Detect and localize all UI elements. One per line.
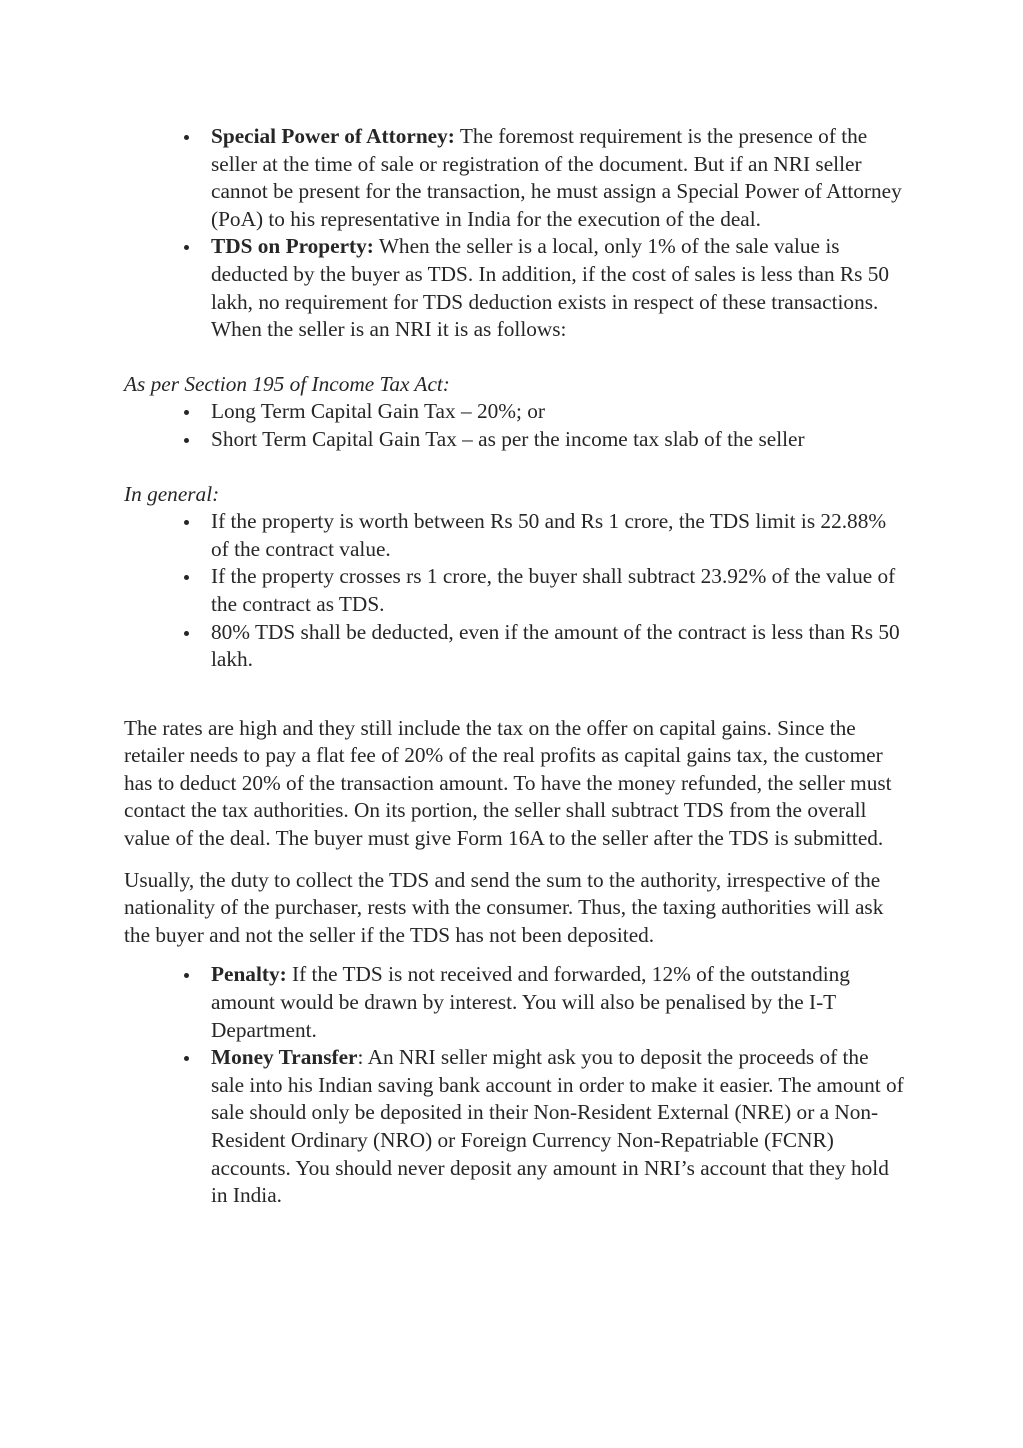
list-item [211,563,904,618]
closing-bullet-list [124,961,904,1209]
list-item [211,619,904,674]
general-heading: In general: [124,481,220,506]
section195-list [124,398,904,453]
list-item-term: Special Power of Attorney: [211,124,455,148]
list-item-text: Short Term Capital Gain Tax – as per the income tax slab of the seller [211,426,805,451]
list-item-text: If the TDS is not received and forwarded, 12% of the outstanding amount would be drawn by interest. You will also be penalised by the I-T Department. [211,962,850,1042]
list-item [211,508,904,563]
bullet-icon [184,631,189,636]
bullet-icon [184,410,189,415]
bullet-icon [184,1056,189,1061]
list-item [211,961,904,1044]
document-page [124,123,904,1210]
list-item-term: Money Transfer [211,1045,358,1070]
list-item-term: TDS on Property: [211,234,374,259]
bullet-icon [184,520,189,525]
list-item [211,123,904,233]
general-list [124,508,904,674]
list-item-text: 80% TDS shall be deducted, even if the amount of the contract is less than Rs 50 lakh. [211,619,900,672]
section195-heading: As per Section 195 of Income Tax Act: [124,371,450,396]
list-item-text: : An NRI seller might ask you to deposit the proceeds of the sale into his Indian saving bank account in order to make it easier. The amount of sale should only be deposited in their Non-Resident External (NRE) or a Non-Resident Ordinary (NRO) or Foreign Currency Non-Repatriable (FCNR) accounts. You should never deposit any amount in NRI’s account that they hold in India. [211,1045,904,1208]
intro-bullet-list [124,123,904,344]
bullet-icon [184,575,189,580]
list-item-text: When the seller is a local, only 1% of the sale value is deducted by the buyer as TDS. In addition, if the cost of sales is less than Rs 50 lakh, no requirement for TDS deduction exists in respect of these transactions. When the seller is an NRI it is as follows: [211,234,890,342]
paragraph-rates: The rates are high and they still include the tax on the offer on capital gains. Since the retailer needs to pay a flat fee of 20% of the real profits as capital gains tax, the customer has to deduct 20% of the transaction amount. To have the money refunded, the seller must contact the tax authorities. On its portion, the seller shall subtract TDS from the overall value of the deal. The buyer must give Form 16A to the seller after the TDS is submitted. [124,715,892,851]
list-item [211,1044,904,1210]
list-item-term: Penalty: [211,962,287,987]
bullet-icon [184,973,189,978]
list-item-text: If the property crosses rs 1 crore, the buyer shall subtract 23.92% of the value of the contract as TDS. [211,564,896,616]
bullet-icon [184,438,189,443]
list-item [211,398,904,426]
list-item [211,233,904,343]
bullet-icon [184,135,189,140]
list-item [211,426,904,454]
paragraph-duty: Usually, the duty to collect the TDS and send the sum to the authority, irrespective of the nationality of the purchaser, rests with the consumer. Thus, the taxing authorities will ask the buyer and not the seller if the TDS has not been deposited. [124,867,884,947]
list-item-text: If the property is worth between Rs 50 and Rs 1 crore, the TDS limit is 22.88% of the contract value. [211,509,887,561]
list-item-text: Long Term Capital Gain Tax – 20%; or [211,399,545,424]
bullet-icon [184,245,189,250]
list-item-text: The foremost requirement is the presence of the seller at the time of sale or registration of the document. But if an NRI seller cannot be present for the transaction, he must assign a Special Power of Attorney (PoA) to his representative in India for the execution of the deal. [211,124,902,231]
